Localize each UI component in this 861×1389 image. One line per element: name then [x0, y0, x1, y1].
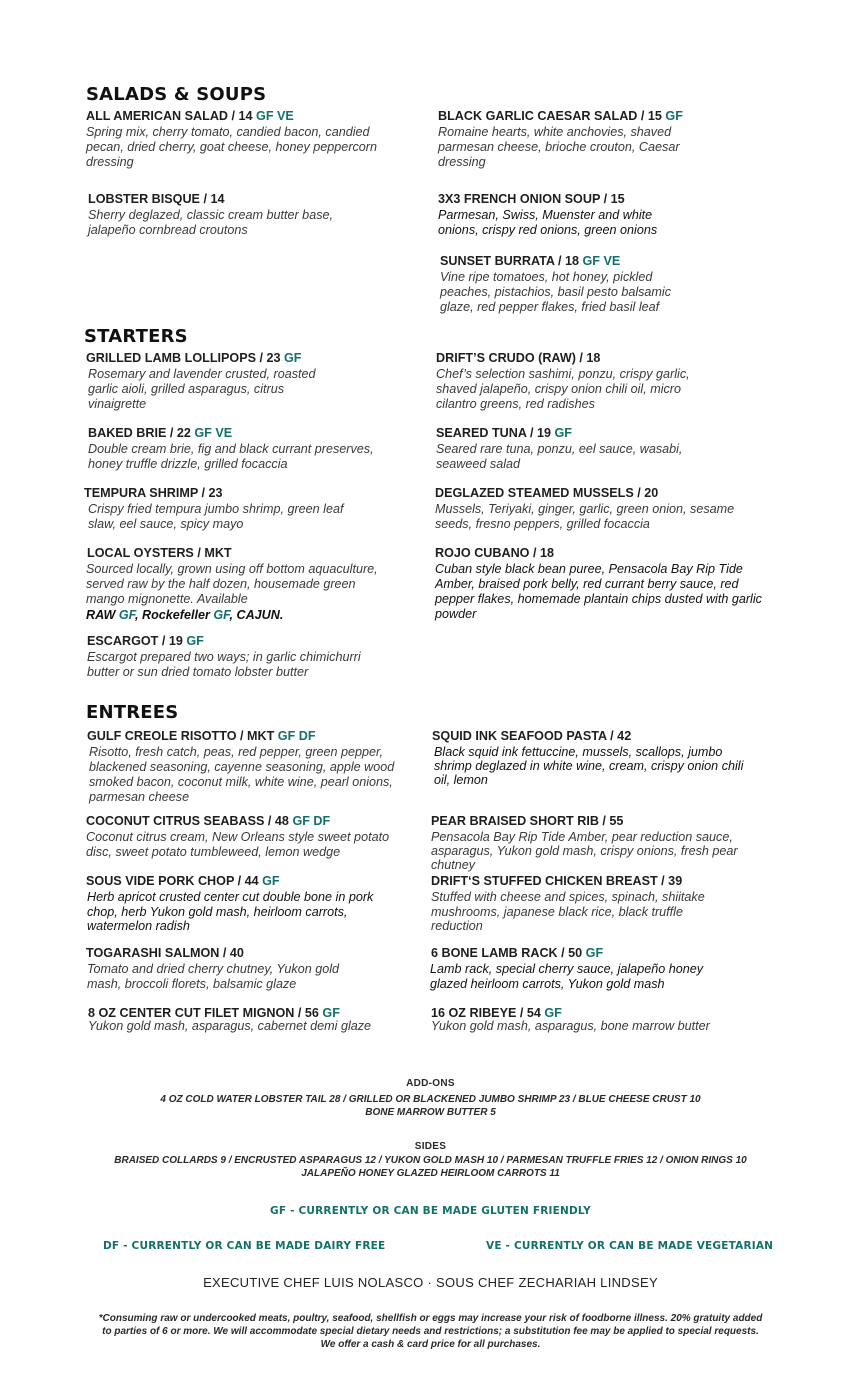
item-name: PEAR BRAISED SHORT RIB / 55 [431, 814, 624, 828]
menu-item [438, 109, 778, 170]
menu-item [87, 546, 427, 623]
dietary-tag: GF [665, 109, 683, 123]
menu-item [87, 729, 427, 805]
item-name: ALL AMERICAN SALAD / 14 [86, 109, 253, 123]
menu-item [88, 192, 428, 238]
disclaimer-line: *Consuming raw or undercooked meats, poultry, seafood, shellfish or eggs may increase your risk of foodborne illness. 20% gratuity added [98, 1313, 763, 1324]
item-name: COCONUT CITRUS SEABASS / 48 [86, 814, 289, 828]
item-description: Romaine hearts, white anchovies, shaved parmesan cheese, brioche crouton, Caesar dressing [438, 125, 680, 169]
item-description: Crispy fried tempura jumbo shrimp, green leaf slaw, eel sauce, spicy mayo [88, 502, 344, 531]
item-name: LOBSTER BISQUE / 14 [88, 192, 225, 206]
section-title-starters: STARTERS [84, 326, 188, 347]
sides-title: SIDES [414, 1141, 447, 1152]
item-name: DRIFT’S CRUDO (RAW) / 18 [436, 351, 601, 365]
item-name: SOUS VIDE PORK CHOP / 44 [86, 874, 259, 888]
menu-item [435, 486, 775, 532]
menu-item [86, 874, 426, 934]
menu-item [436, 426, 776, 472]
item-name: DEGLAZED STEAMED MUSSELS / 20 [435, 486, 659, 500]
item-name: 8 OZ CENTER CUT FILET MIGNON / 56 [88, 1006, 319, 1020]
item-description: Sherry deglazed, classic cream butter base, jalapeño cornbread croutons [88, 208, 333, 237]
menu-item [88, 426, 428, 472]
item-description: Pensacola Bay Rip Tide Amber, pear reduction sauce, asparagus, Yukon gold mash, crispy onions, fresh pear chutney [431, 830, 738, 872]
chef-credits: EXECUTIVE CHEF LUIS NOLASCO · SOUS CHEF ZECHARIAH LINDSEY [203, 1275, 658, 1290]
menu-item [440, 254, 780, 315]
legend-gf: GF - CURRENTLY OR CAN BE MADE GLUTEN FRIENDLY [270, 1205, 591, 1217]
dietary-tag: GF [262, 874, 280, 888]
item-description: Tomato and dried cherry chutney, Yukon gold mash, broccoli florets, balsamic glaze [87, 962, 340, 991]
dietary-tag: GF DF [292, 814, 331, 828]
menu-item [86, 351, 426, 412]
sides-line: BRAISED COLLARDS 9 / ENCRUSTED ASPARAGUS 12 / YUKON GOLD MASH 10 / PARMESAN TRUFFLE FRIES 12 / ONION RINGS 10 [114, 1155, 747, 1166]
disclaimer-line: to parties of 6 or more. We will accommodate special dietary needs and restrictions; a substitution fee may be applied to special requests. [102, 1326, 759, 1337]
menu-item [436, 351, 776, 412]
item-name: 3X3 FRENCH ONION SOUP / 15 [438, 192, 625, 206]
item-name: SEARED TUNA / 19 [436, 426, 551, 440]
item-name: 6 BONE LAMB RACK / 50 [431, 946, 583, 960]
menu-item [87, 634, 427, 680]
item-name: GRILLED LAMB LOLLIPOPS / 23 [86, 351, 281, 365]
item-name: ROJO CUBANO / 18 [435, 546, 554, 560]
oyster-options: RAW GF, Rockefeller GF, CAJUN. [86, 608, 284, 622]
item-name: ESCARGOT / 19 [87, 634, 183, 648]
menu-item [86, 814, 426, 860]
item-name: SUNSET BURRATA / 18 [440, 254, 580, 268]
item-name: BAKED BRIE / 22 [88, 426, 191, 440]
item-description: Escargot prepared two ways; in garlic chimichurri butter or sun dried tomato lobster butter [87, 650, 361, 679]
sides-line: JALAPEÑO HONEY GLAZED HEIRLOOM CARROTS 11 [301, 1168, 560, 1179]
menu-item [431, 874, 771, 934]
legend-df: DF - CURRENTLY OR CAN BE MADE DAIRY FREE [103, 1240, 386, 1252]
item-description: Seared rare tuna, ponzu, eel sauce, wasabi, seaweed salad [436, 442, 683, 471]
item-name: GULF CREOLE RISOTTO / MKT [87, 729, 275, 743]
addons-title: ADD-ONS [406, 1078, 455, 1089]
item-description: Rosemary and lavender crusted, roasted garlic aioli, grilled asparagus, citrus vinaigrette [88, 367, 316, 411]
item-description: Lamb rack, special cherry sauce, jalapeño honey glazed heirloom carrots, Yukon gold mash [430, 962, 704, 991]
item-name: 16 OZ RIBEYE / 54 [431, 1006, 541, 1020]
item-description: Vine ripe tomatoes, hot honey, pickled peaches, pistachios, basil pesto balsamic glaze, red pepper flakes, fried basil leaf [440, 270, 672, 314]
item-description: Mussels, Teriyaki, ginger, garlic, green onion, sesame seeds, fresno peppers, grilled focaccia [435, 502, 735, 531]
menu-item [86, 946, 426, 992]
item-description: Sourced locally, grown using off bottom aquaculture, served raw by the half dozen, housemade green mango mignonette. Available [86, 562, 378, 606]
dietary-tag: GF [322, 1006, 340, 1020]
item-name: TOGARASHI SALMON / 40 [86, 946, 244, 960]
section-title-entrees: ENTREES [86, 702, 179, 723]
item-description: Stuffed with cheese and spices, spinach, shiitake mushrooms, japanese black rice, black truffle reduction [431, 890, 705, 933]
section-title-salads: SALADS & SOUPS [86, 84, 267, 105]
item-description: Spring mix, cherry tomato, candied bacon, candied pecan, dried cherry, goat cheese, honey peppercorn dressing [86, 125, 378, 169]
item-description: Yukon gold mash, asparagus, cabernet demi glaze [88, 1019, 372, 1033]
item-description: Coconut citrus cream, New Orleans style sweet potato disc, sweet potato tumbleweed, lemon wedge [86, 830, 390, 859]
item-description: Yukon gold mash, asparagus, bone marrow butter [431, 1019, 710, 1033]
item-name: DRIFT‘S STUFFED CHICKEN BREAST / 39 [431, 874, 683, 888]
dietary-tag: GF [186, 634, 204, 648]
item-name: LOCAL OYSTERS / MKT [87, 546, 232, 560]
menu-item [435, 546, 775, 622]
item-description: Double cream brie, fig and black currant preserves, honey truffle drizzle, grilled focaccia [88, 442, 374, 471]
addons-line: BONE MARROW BUTTER 5 [365, 1107, 496, 1118]
menu-item [431, 814, 771, 872]
addons-line: 4 OZ COLD WATER LOBSTER TAIL 28 / GRILLED OR BLACKENED JUMBO SHRIMP 23 / BLUE CHEESE CRUST 10 [160, 1094, 701, 1105]
item-description: Herb apricot crusted center cut double bone in pork chop, herb Yukon gold mash, heirloom carrots, watermelon radish [87, 890, 374, 933]
menu-item [431, 946, 771, 992]
menu-item [438, 192, 778, 238]
dietary-tag: GF VE [582, 254, 621, 268]
item-name: BLACK GARLIC CAESAR SALAD / 15 [438, 109, 662, 123]
menu-item [84, 486, 424, 532]
item-description: Parmesan, Swiss, Muenster and white onions, crispy red onions, green onions [438, 208, 658, 237]
dietary-tag: GF VE [194, 426, 233, 440]
item-description: Black squid ink fettuccine, mussels, scallops, jumbo shrimp deglazed in white wine, cream, crispy onion chili oil, lemon [434, 745, 744, 787]
dietary-tag: GF [554, 426, 572, 440]
item-description: Cuban style black bean puree, Pensacola Bay Rip Tide Amber, braised pork belly, red currant berry sauce, red pepper flakes, homemade plantain chips dusted with garlic powder [435, 562, 762, 621]
dietary-tag: GF [544, 1006, 562, 1020]
legend-ve: VE - CURRENTLY OR CAN BE MADE VEGETARIAN [486, 1240, 774, 1252]
disclaimer-line: We offer a cash & card price for all purchases. [320, 1339, 541, 1350]
item-name: TEMPURA SHRIMP / 23 [84, 486, 223, 500]
item-description: Chef’s selection sashimi, ponzu, crispy garlic, shaved jalapeño, crispy onion chili oil, micro cilantro greens, red radishes [436, 367, 690, 411]
item-description: Risotto, fresh catch, peas, red pepper, green pepper, blackened seasoning, cayenne seasoning, apple wood smoked bacon, coconut milk, white wine, pearl onions, parmesan cheese [89, 745, 395, 804]
dietary-tag: GF [585, 946, 604, 960]
menu-item [432, 729, 772, 787]
menu-item [431, 1006, 771, 1034]
item-name: SQUID INK SEAFOOD PASTA / 42 [432, 729, 632, 743]
dietary-tag: GF [284, 351, 302, 365]
dietary-tag: GF VE [256, 109, 294, 123]
menu-item [88, 1006, 428, 1034]
menu-item [86, 109, 426, 170]
dietary-tag: GF DF [277, 729, 316, 743]
